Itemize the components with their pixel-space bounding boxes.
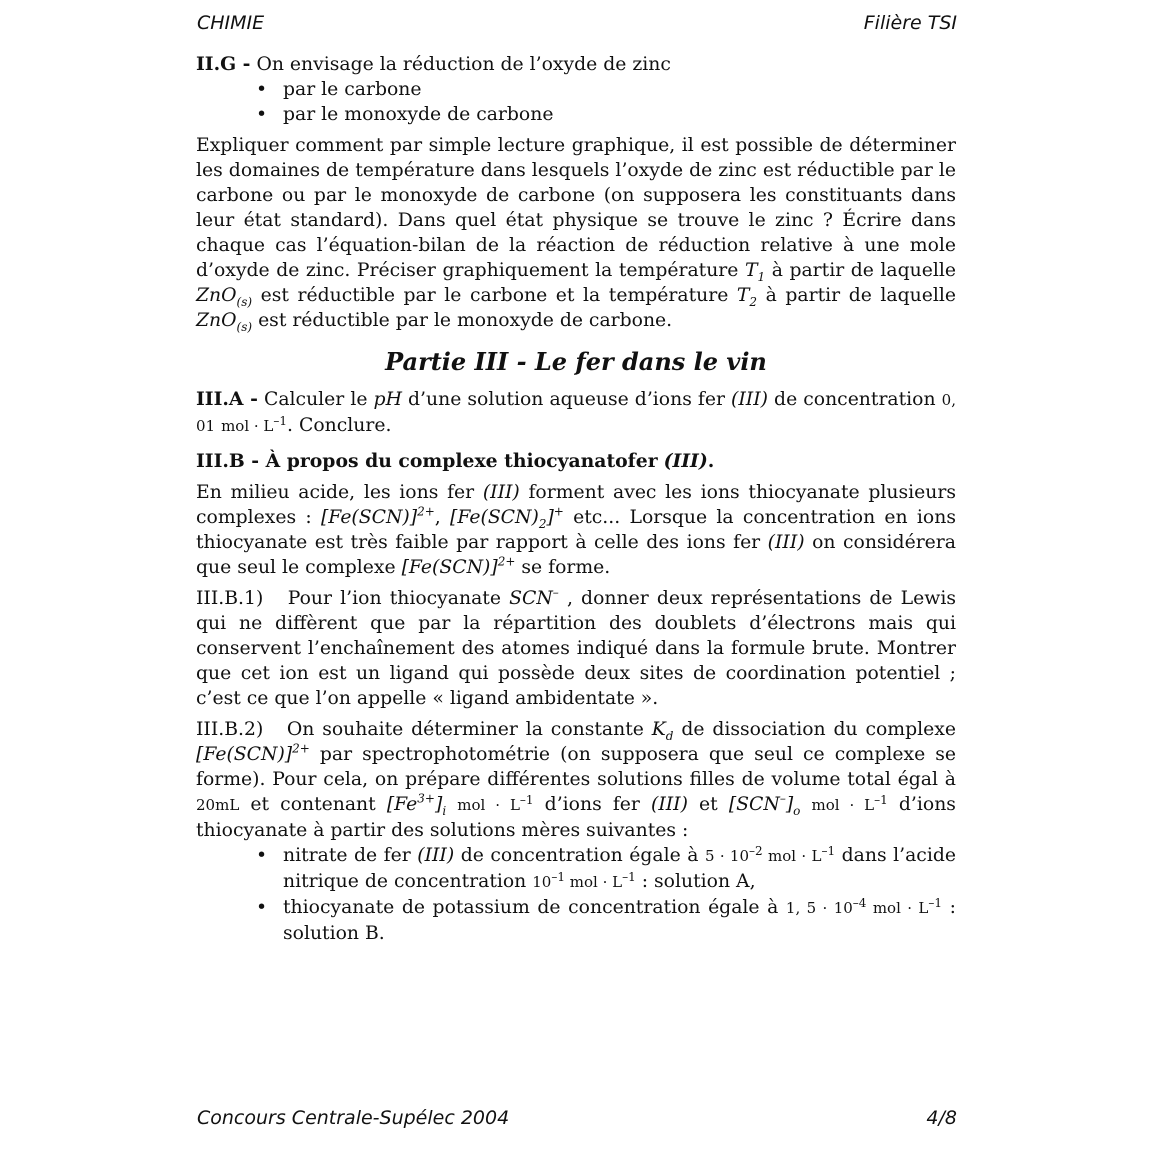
math-t1 [744,260,766,284]
math-formula: ] [546,507,554,528]
math-complex-1 [401,554,516,578]
section-iiib2 [196,717,956,843]
math-exponent: –1 [551,870,565,884]
list-item: • par le carbone [256,77,956,102]
unit-text: mL [215,796,240,814]
section-iiia [196,387,956,439]
text: . Conclure. [287,415,392,436]
math-formula: SCN [509,588,553,609]
math-unit [221,414,288,435]
math-charge: + [553,504,564,519]
text: Calculer le [263,389,368,410]
unit-exponent: –1 [874,793,888,807]
text: d’ions fer [544,794,640,815]
math-formula: [Fe [386,794,418,815]
section-iiia-label: III.A - [196,388,258,410]
footer-page-number: 4/8 [926,1107,957,1129]
math-formula: ] [785,794,794,815]
header-subject: CHIMIE [197,12,265,34]
text: : solution A, [641,871,756,892]
math-charge: – [779,791,786,806]
text: On souhaite déterminer la constante [286,719,644,740]
text: de dissociation du complexe [681,719,956,740]
text: : [949,897,956,918]
math-symbol: K [651,719,666,740]
text: etc... Lorsque la concentration en ions thiocyanate est très faible par rapport à celle des ions fer [196,507,956,553]
math-kd [651,719,674,743]
math-ph: pH [373,389,402,410]
unit-exponent: –1 [273,414,288,428]
math-t2 [736,285,758,309]
text: par spectrophotométrie (on supposera que seul ce complexe se forme). Pour cela, on prépare différentes solutions filles de volume total égal à [196,744,956,790]
text: Pour l’ion thiocyanate [287,588,501,609]
math-number: 20 [196,796,216,814]
unit-text: mol · L [768,847,822,865]
math-oxidation-state: (III) [417,845,455,866]
math-complex-1 [196,741,310,765]
text: se forme. [521,557,611,578]
unit-text: mol · L [221,417,274,435]
math-oxidation-state: (III) [767,532,805,553]
math-number: 5 · 10 [704,847,750,865]
math-symbol: T [736,285,750,306]
unit-exponent: –1 [928,896,943,910]
math-exponent: –2 [749,844,763,858]
math-subscript: (s) [236,294,253,309]
text: est réductible par le monoxyde de carbone. [258,310,673,331]
unit-exponent: –1 [519,793,534,807]
math-charge: 2+ [417,504,435,519]
math-formula: [Fe(SCN)] [320,507,418,528]
text: de concentration égale à [460,845,699,866]
list-item: • par le monoxyde de carbone [256,102,956,127]
math-oxidation-state: (III) [651,794,688,815]
text: Expliquer comment par simple lecture graphique, il est possible de déterminer les domaines de température dans lesquels l’oxyde de zinc est réductible par le carbone ou par le monoxyde de carbone (on supposera les constituants dans leur état standard). Dans quel état physique se trouve le zinc ? Écrire dans chaque cas l’équation-bilan de la réaction de réduction relative à une mole d’oxyde de zinc. Préciser graphiquement la température [196,135,956,281]
math-subscript: 2 [538,516,547,531]
math-charge: 3+ [417,791,435,806]
text: et contenant [250,794,376,815]
section-iig-bullets [196,77,956,127]
math-subscript: 2 [749,294,758,309]
text: , [434,507,441,528]
math-oxidation-state: (III) [482,482,520,503]
math-formula: [Fe(SCN)] [196,744,293,765]
section-iig-label: II.G - [196,53,251,75]
math-charge: 2+ [292,741,310,756]
math-formula: [SCN [728,794,780,815]
math-concentration [532,870,636,891]
math-number: 10 [532,873,552,891]
section-iiib2-label: III.B.2) [196,719,264,740]
math-charge: – [552,585,559,600]
text: à partir de laquelle [771,260,956,281]
math-formula: [Fe(SCN)] [401,557,498,578]
section-iiib-heading [196,449,956,474]
section-iiib-paragraph [196,480,956,580]
math-subscript: i [442,803,447,818]
text: est réductible par le carbone et la température [260,285,729,306]
section-iig-intro-text: On envisage la réduction de l’oxyde de zinc [256,54,671,75]
math-concentration [704,844,836,865]
text: à partir de laquelle [765,285,956,306]
text: on considérera que seul le complexe [196,532,956,578]
footer-exam-name: Concours Centrale-Supélec 2004 [197,1107,510,1129]
math-subscript: (s) [236,319,253,334]
section-iiib1-label: III.B.1) [196,588,264,609]
unit-exponent: –1 [821,844,836,858]
math-complex-2 [450,504,564,531]
math-concentration: 0, 01 [196,391,956,435]
math-unit [811,793,888,814]
text: thiocyanate de potassium de concentration égale à [283,897,779,918]
math-number: 1, 5 · 10 [785,899,853,917]
math-formula: [Fe(SCN) [450,507,539,528]
math-complex-1 [320,504,435,528]
unit-exponent: –1 [622,870,636,884]
math-scn [509,585,559,609]
text: et [699,794,718,815]
part-title: Partie III - Le fer dans le vin [385,347,767,376]
math-oxidation-state: (III) [731,389,768,410]
section-iig-intro [196,52,956,77]
section-iig-paragraph [196,133,956,333]
math-fe-conc [386,791,447,818]
text: , donner deux représentations de Lewis qui ne diffèrent que par la répartition des doublets d’électrons mais qui conservent l’enchaînement des atomes indiqué dans la formule brute. Montrer que cet ion est un ligand qui possède deux sites de coordination potentiel ; c’est ce que l’on appelle « ligand ambidentate ». [196,588,956,709]
math-symbol: ZnO [196,285,237,306]
list-item [256,843,956,895]
text: En milieu acide, les ions fer [196,482,475,503]
math-subscript: d [665,728,674,743]
text: dans l’acide nitrique de concentration [283,845,956,892]
unit-text: mol · L [872,899,929,917]
text: forment avec les ions thiocyanate plusieurs complexes : [196,482,956,528]
page-content [196,52,956,946]
math-subscript: 1 [757,269,766,284]
section-iiib2-bullets [196,843,956,946]
text: de concentration [774,389,936,410]
text: d’ions thiocyanate à partir des solutions mères suivantes : [196,794,956,841]
text: d’une solution aqueuse d’ions fer [408,389,725,410]
math-scn-conc [728,791,801,818]
math-symbol: ZnO [196,310,237,331]
math-zno [196,310,253,334]
unit-text: mol · L [457,796,520,814]
text: . [707,450,715,472]
math-oxidation-state: (III) [663,450,708,472]
math-unit [457,793,534,814]
text: solution B. [283,923,385,944]
math-volume [196,796,239,814]
section-iiib-label: III.B - À propos du complexe thiocyanatofer [196,450,658,472]
math-zno [196,285,253,309]
math-subscript: o [793,803,801,818]
math-symbol: T [744,260,758,281]
unit-text: mol · L [811,796,875,814]
math-charge: 2+ [497,554,516,569]
text: nitrate de fer [283,845,411,866]
list-item [256,895,956,946]
section-iiib1 [196,586,956,711]
math-formula: ] [435,794,443,815]
math-exponent: –4 [852,896,867,910]
header-track: Filière TSI [863,12,957,34]
math-concentration [785,896,943,917]
unit-text: mol · L [569,873,623,891]
